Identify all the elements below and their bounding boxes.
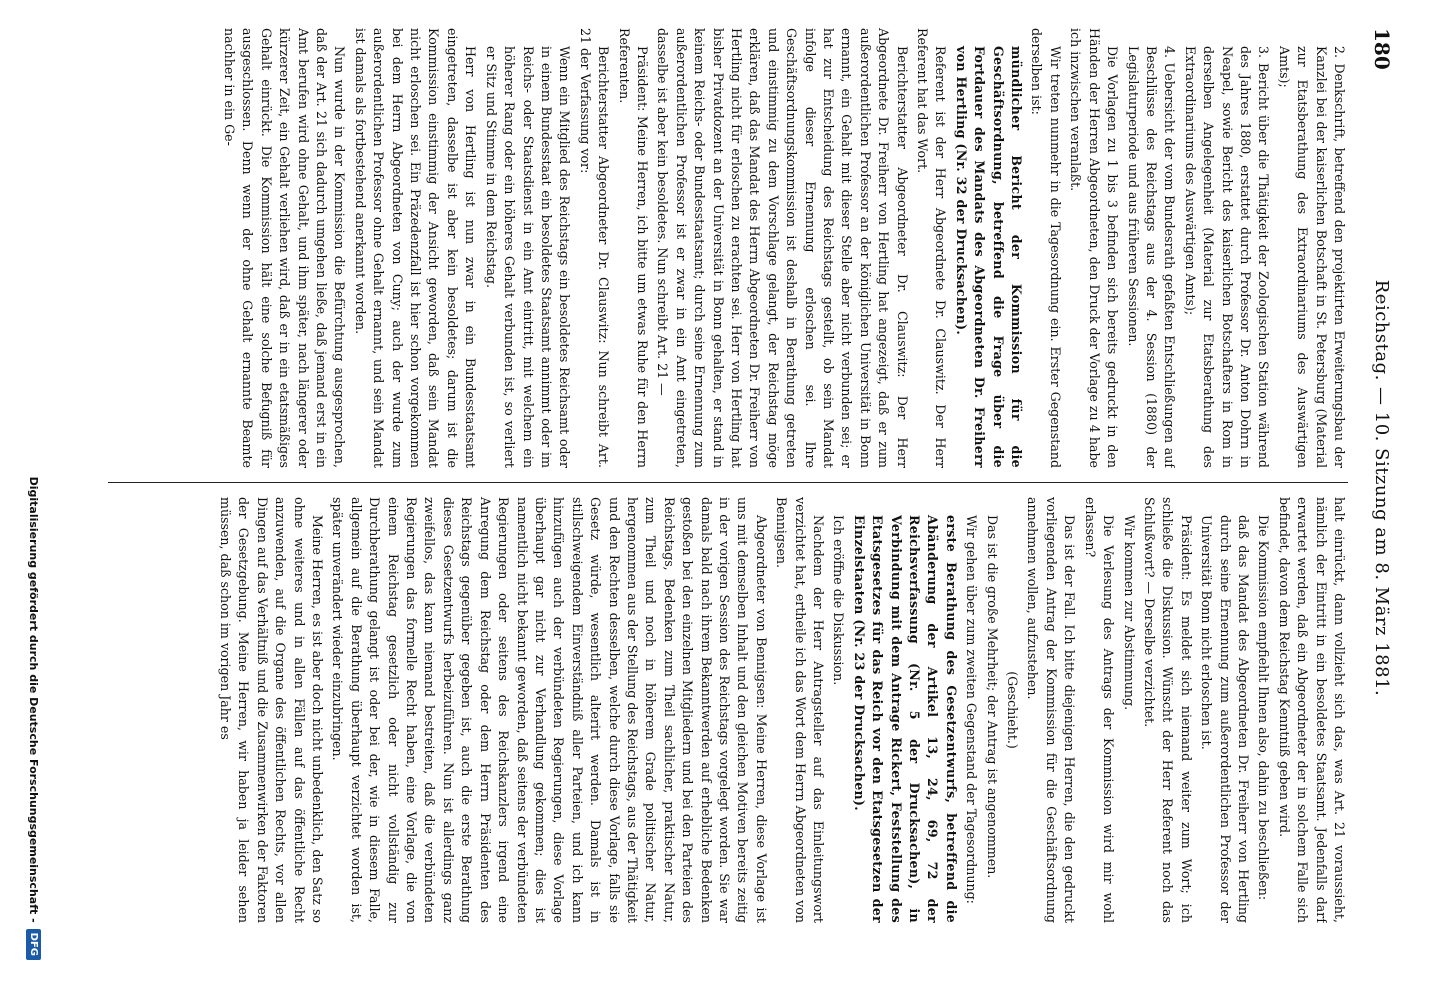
paragraph: Ich eröffne die Diskussion. xyxy=(831,515,847,686)
paragraph: Referent ist der Herr Abgeordnete Dr. Clauswitz. Der Herr Referent hat das Wort. xyxy=(915,28,949,468)
paragraph: Meine Herren, es ist aber doch nicht unbedenklich, den Satz so ohne weiteres und in allen Fällen auf das öffentliche Recht anzuwenden, auf die Organe des öffentlichen Rechts, vor allen Dingen auf das Verhältniß und die Zusammenwirken der Faktoren der Gesetzgebung. Meine Herren, wir haben ja leider sehen müssen, daß schon im vorigen Jahr es xyxy=(218,497,326,923)
paragraph: Präsident: Meine Herren, ich bitte um etwas Ruhe für den Herrn Referenten. xyxy=(616,28,650,468)
list-item-4: 4. Uebersicht der vom Bundesrath gefaßten Entschließungen auf Beschlüsse des Reichstags aus der 4. Session (1880) der Legislaturperiode und aus früheren Sessionen. xyxy=(1125,46,1178,468)
paragraph: Berichterstatter Abgeordneter Dr. Clauswitz: Der Herr Abgeordnete Dr. Freiherr von Hertling hat angezeigt, daß er zum außerordentlichen Professor an der königlichen Universität in Bonn ernannt, ein Gehalt mit dieser Stelle aber nicht verbunden sei; er hat zur Entscheidung des Reichstags gestellt, ob sein Mandat infolge dieser Ernennung erloschen sei. Ihre Geschäftsordnungskommission ist deshalb in Berathung getreten und einstimmig zu dem Vorschlage gelangt, der Reichstag möge erklären, daß das Mandat des Herrn Abgeordneten Dr. Freiherr von Hertling nicht für erloschen zu erachten sei. Herr von Hertling hat bisher Privatdozent an der Universität in Bonn gehalten, er stand in keinem Reichs- oder Bundesstaatsamt; durch seine Ernennung zum außerordentlichen Professor ist er zwar in ein Amt eingetreten, dasselbe ist aber kein besoldetes. Nun schreibt Art. 21 — xyxy=(655,28,910,468)
paragraph: halt einrückt, dann vollzieht sich das, was Art. 21 voraussieht, nämlich der Eintritt in ein besoldetes Staatsamt. Jedenfalls darf erwartet werden, daß ein Abgeordneter der in solchem Falle sich befindet, davon dem Reichstag Kenntniß geben wird. xyxy=(1276,497,1347,923)
paragraph: Nun wurde in der Kommission die Befürchtung ausgesprochen, daß der Art. 21 sich dadurch umgehen ließe, daß jemand erst in ein Amt berufen wird ohne Gehalt, und ihm später, nach längerer oder kürzerer Zeit, ein Gehalt verliehen wird, daß er in ein etatsmäßiges Gehalt einrückt. Die Kommission hält eine solche Befugniß für ausgeschlossen. Denn wenn der ohne Gehalt ernannte Beamte nachher in ein Ge- xyxy=(222,28,348,468)
stage-direction: (Geschieht.) xyxy=(1005,671,1021,749)
running-title: Reichstag. — 10. Sitzung am 8. März 1881. xyxy=(1371,279,1392,697)
paragraph: Abgeordneter von Bennigsen: Meine Herren, diese Vorlage ist uns mit demselben Inhalt und den gleichen Motiven bereits zeitig in der vorigen Session des Reichstags vorgelegt worden. Sie war damals bald nach ihrem Bekanntwerden auf erhebliche Bedenken gestoßen bei den einzelnen Mitgliedern und bei den Parteien des Reichstags, Bedenken zum Theil sachlicher, praktischer Natur, zum Theil und noch in höherem Grade politischer Natur, hergenommen aus der Stellung des Reichstags, aus der Thätigkeit und den Rechten desselben, welche durch diese Vorlage, falls sie Gesetz würde, wesentlich alterirt werden. Damals ist in stillschweigendem Einverständniß aller Parteien, und ich kann hinzufügen auch der verbündeten Regierungen, diese Vorlage überhaupt gar nicht zur Verhandlung gekommen; dies ist namentlich nicht bekannt geworden, daß seitens der verbündeten Regierungen oder seitens des Reichskanzlers irgend eine Anregung dem Reichstag oder dem Herrn Präsidenten des Reichstags gegenüber gegeben ist, auch die erste Berathung dieses Gesetzentwurfs herbeizuführen. Nun ist allerdings ganz zweifellos, das kann niemand bestreiten, daß die verbündeten Regierungen das formelle Recht haben, eine Vorlage, die von einem Reichstag gesetzlich oder nicht vollständig zur Durchberathung gelangt ist oder bei der, wie in diesem Falle, allgemein auf die Berathung überhaupt verzichtet worden ist, später unverändert wieder einzubringen. xyxy=(330,497,769,923)
paragraph: Das ist der Fall. Ich bitte diejenigen Herren, die den gedruckt vorliegenden Antrag der Kommission für die Geschäftsordnung annehmen wollen, aufzustehen. xyxy=(1025,497,1078,923)
motion-text: daß das Mandat des Abgeordneten Dr. Freiherr von Hertling durch seine Ernennung zum außerordentlichen Professor der Universität Bonn nicht erloschen ist. xyxy=(1199,515,1251,923)
digitization-credit xyxy=(16,40,52,960)
dfg-logo: DFG xyxy=(27,929,42,960)
agenda-item-heading: erste Berathung des Gesetzentwurfs, betreffend die Abänderung der Artikel 13, 24, 69, 72 der Reichsverfassung (Nr. 5 der Drucksachen), in Verbindung mit dem Antrage Rickert, Feststellung des Etatsgesetzes für das Reich vor den Etatsgesetzen der Einzelstaaten (Nr. 23 der Drucksachen). xyxy=(851,515,959,923)
page-number: 180 xyxy=(1370,28,1394,70)
quoted-article: Wenn ein Mitglied des Reichstags ein besoldetes Reichsamt oder in einem Bundesstaat ein besoldetes Staatsamt annimmt oder im Reichs- oder Staatsdienst in ein Amt eintritt, mit welchem ein höherer Rang oder ein höheres Gehalt verbunden ist, so verliert er Sitz und Stimme in dem Reichstag. xyxy=(483,46,573,468)
paragraph: Präsident: Es meldet sich niemand weiter zum Wort; ich schließe die Diskussion. Wünscht der Herr Referent noch das Schlußwort? — Derselbe verzichtet. xyxy=(1141,497,1194,923)
paragraph: Wir treten nunmehr in die Tagesordnung ein. Erster Gegenstand derselben ist: xyxy=(1029,28,1063,468)
paragraph: Die Verlesung des Antrags der Kommission wird mir wohl erlassen? xyxy=(1082,497,1117,923)
page-header xyxy=(1362,28,1402,948)
list-item-3: 3. Bericht über die Thätigkeit der Zoologischen Station während des Jahres 1880, erstattet durch Professor Dr. Anton Dohrn in Neapel, sowie Bericht des kaiserlichen Botschafters in Rom in derselben Angelegenheit (Material zur Etatsberathung des Extraordinariums des Auswärtigen Amts); xyxy=(1182,46,1272,468)
paragraph: Wir kommen zur Abstimmung. xyxy=(1121,515,1137,711)
right-column xyxy=(108,482,1348,923)
paragraph: Die Kommission empfiehlt Ihnen also, dahin zu beschließen: xyxy=(1256,515,1272,901)
credit-text: Digitalisierung gefördert durch die Deutsche Forschungsgemeinschaft - xyxy=(27,476,41,923)
paragraph: Nachdem der Herr Antragsteller auf das Einleitungswort verzichtet hat, ertheile ich das Wort dem Herrn Abgeordneten von Bennigsen. xyxy=(774,497,827,923)
agenda-item-heading: mündlicher Bericht der Kommission für die Geschäftsordnung, betreffend die Frage über die Fortdauer des Mandats des Abgeordneten Dr. Freiherr von Hertling (Nr. 32 der Drucksachen). xyxy=(953,46,1025,468)
paragraph: Berichterstatter Abgeordneter Dr. Clauswitz: Nun schreibt Art. 21 der Verfassung vor: xyxy=(577,28,612,468)
paragraph: Wir gehen über zum zweiten Gegenstand der Tagesordnung: xyxy=(964,515,980,904)
paragraph: Das ist die große Mehrheit; der Antrag ist angenommen. xyxy=(984,515,1000,879)
list-item-2: 2. Denkschrift, betreffend den projektirten Erweiterungsbau der Kanzlei bei der kaiserlichen Botschaft in St. Petersburg (Material zur Etatsberathung des Extraordinariums des Auswärtigen Amts); xyxy=(1276,46,1347,468)
left-column xyxy=(108,28,1348,468)
paragraph: Die Vorlagen zu 1 bis 3 befinden sich bereits gedruckt in den Händen der Herren Abgeordneten, den Druck der Vorlage zu 4 habe ich inzwischen veranlaßt. xyxy=(1068,28,1121,468)
paragraph: Herr von Hertling ist nun zwar in ein Bundesstaatsamt eingetreten, dasselbe ist aber kein besoldetes; darum ist die Kommission einstimmig der Ansicht geworden, daß sein Mandat nicht erloschen sei. Ein Präzedenzfall ist hier schon vorgekommen bei dem Herrn Abgeordneten von Cuny; auch der wurde zum außerordentlichen Professor ohne Gehalt ernannt, und sein Mandat ist damals als fortbestehend anerkannt worden. xyxy=(352,28,479,468)
